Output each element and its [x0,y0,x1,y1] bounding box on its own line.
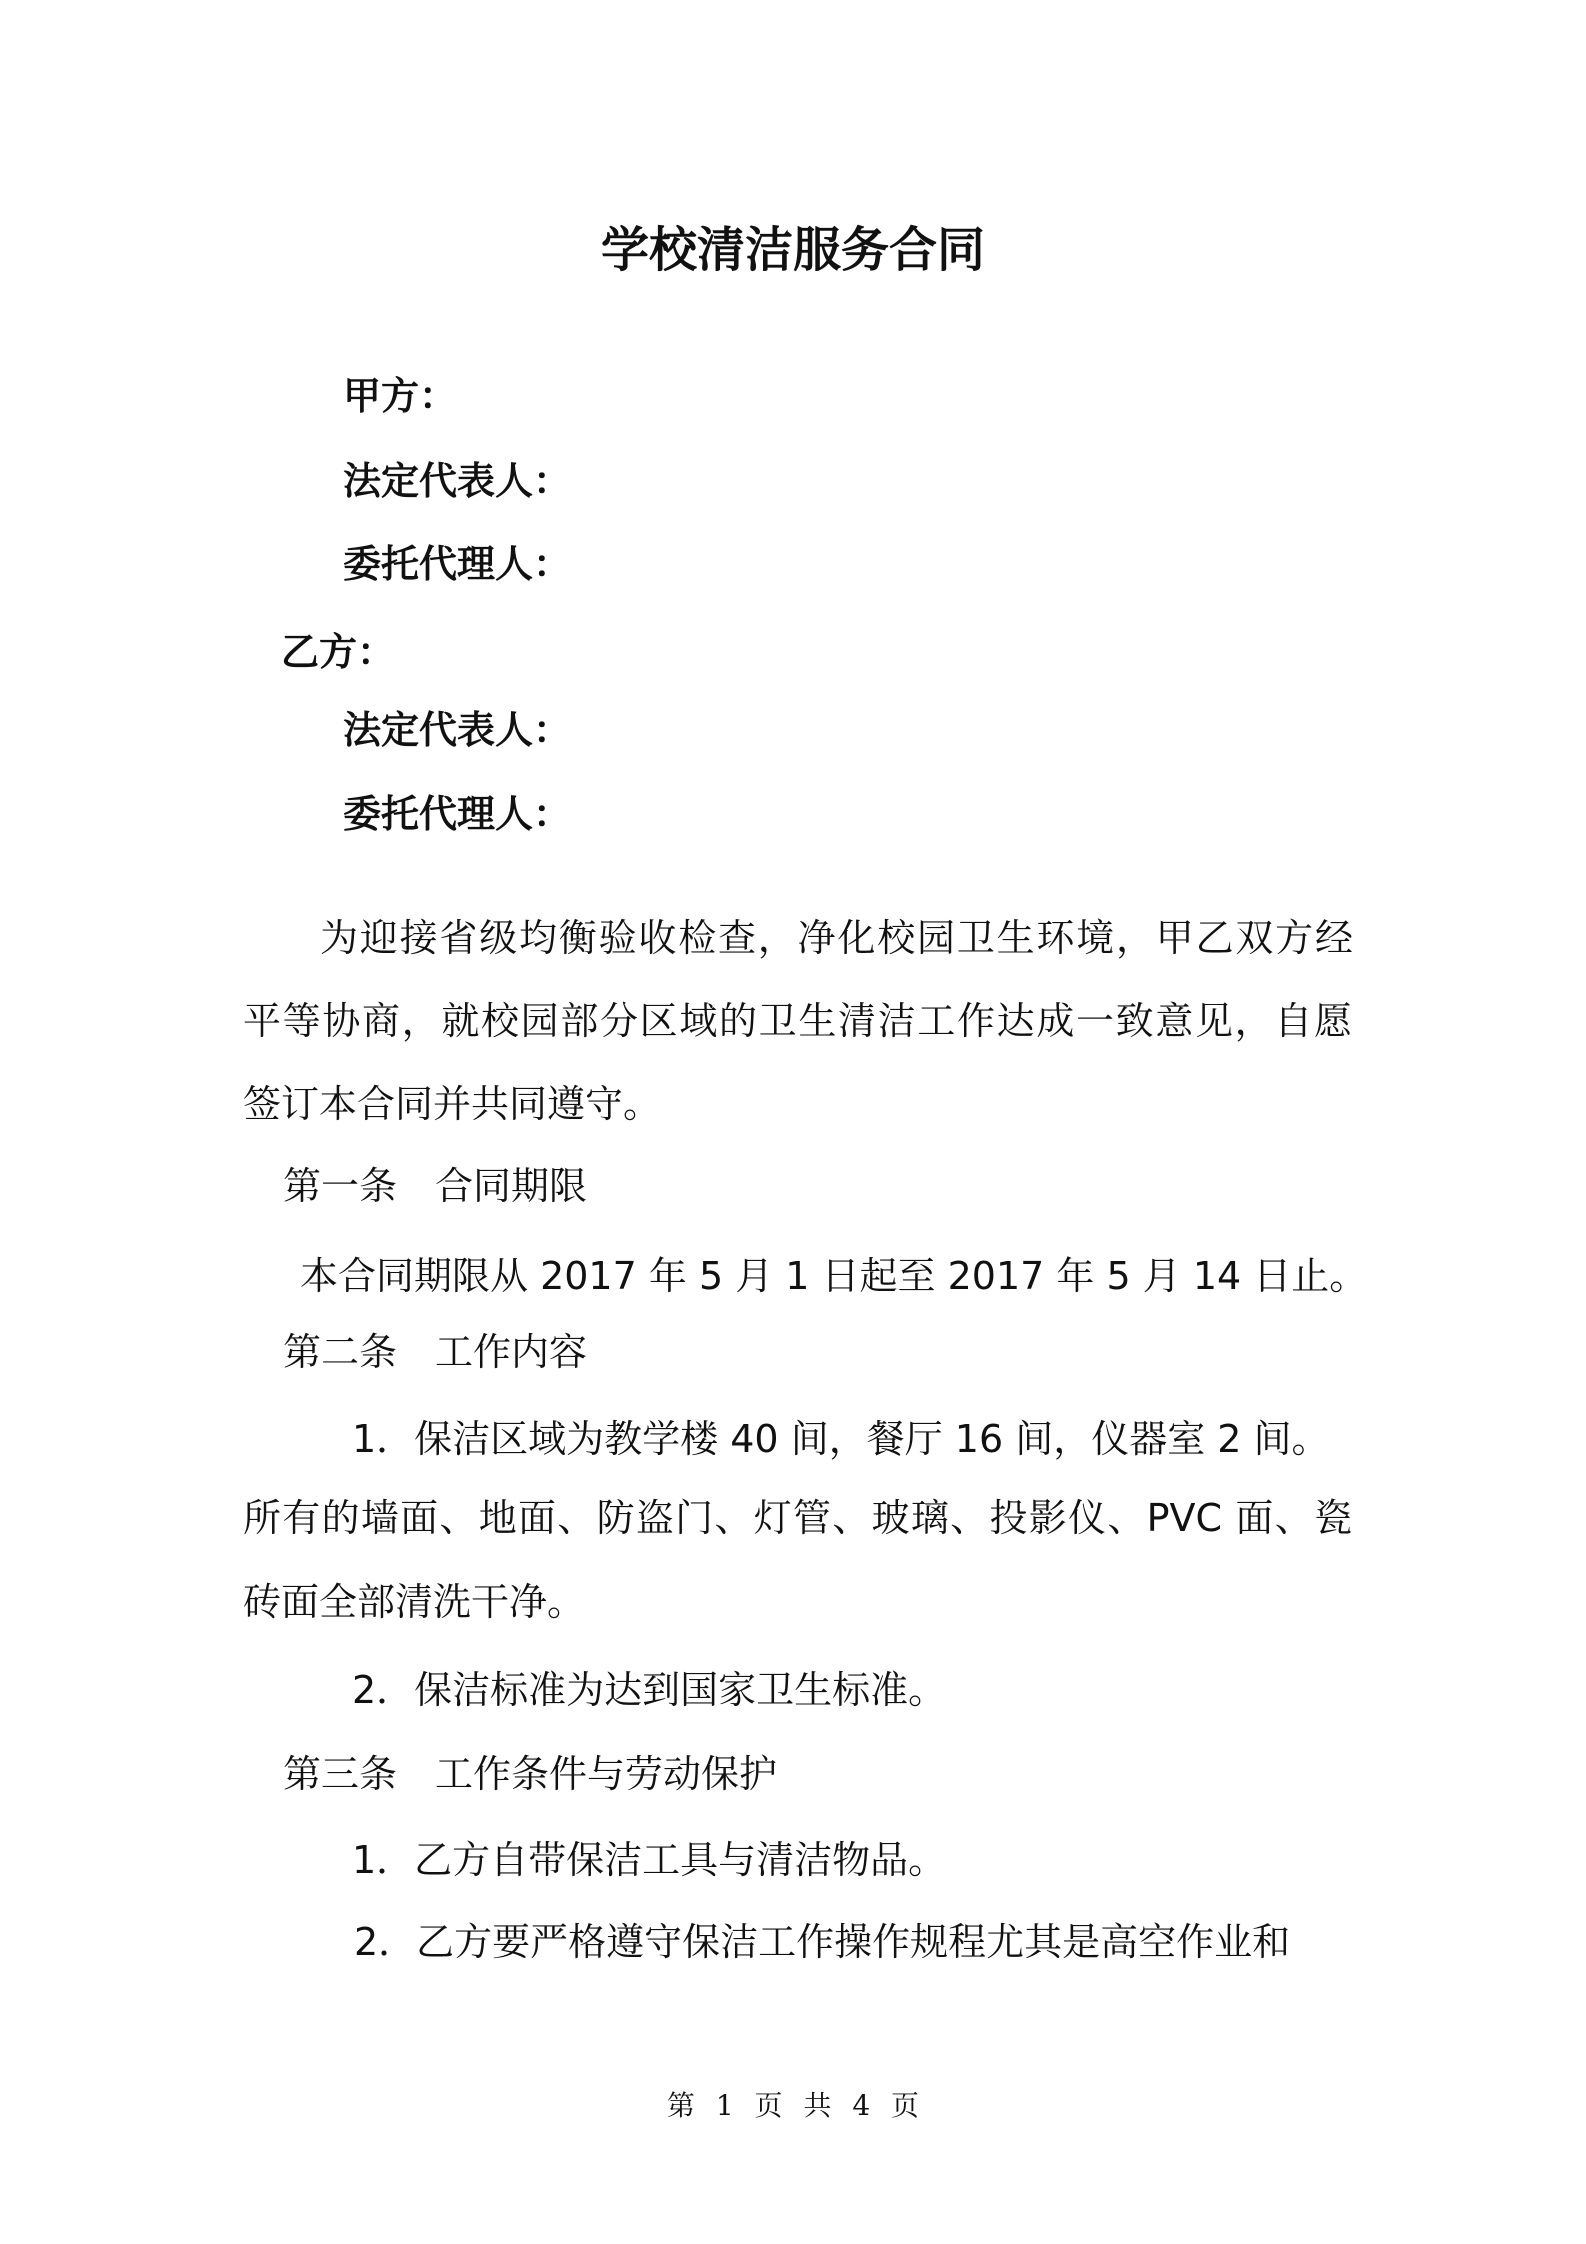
party-a-agent-label: 委托代理人： [343,542,572,586]
intro-line-2: 平等协商，就校园部分区域的卫生清洁工作达成一致意见，自愿 [243,999,1352,1043]
article-2-item-1-line-3: 砖面全部清洗干净。 [243,1580,586,1624]
article-3-item-2: 2．乙方要严格遵守保洁工作操作规程尤其是高空作业和 [354,1920,1291,1964]
party-b-legal-rep-label: 法定代表人： [343,708,572,752]
party-a-label: 甲方： [343,374,458,418]
article-2-item-2: 2．保洁标准为达到国家卫生标准。 [352,1668,947,1712]
intro-line-1: 为迎接省级均衡验收检查，净化校园卫生环境，甲乙双方经 [320,916,1353,960]
party-a-legal-rep-label: 法定代表人： [343,459,572,503]
article-1-body: 本合同期限从 2017 年 5 月 1 日起至 2017 年 5 月 14 日止。 [300,1254,1368,1298]
page-number-footer: 第 1 页 共 4 页 [666,2089,920,2122]
party-b-label: 乙方： [281,630,396,674]
article-2-item-1-line-1: 1．保洁区域为教学楼 40 间，餐厅 16 间，仪器室 2 间。 [352,1417,1330,1461]
article-2-heading: 第二条 工作内容 [283,1330,588,1374]
article-3-heading: 第三条 工作条件与劳动保护 [283,1752,778,1796]
article-2-item-1-line-2: 所有的墙面、地面、防盗门、灯管、玻璃、投影仪、PVC 面、瓷 [243,1496,1352,1540]
party-b-agent-label: 委托代理人： [343,792,572,836]
article-1-heading: 第一条 合同期限 [283,1164,588,1208]
intro-line-3: 签订本合同并共同遵守。 [243,1082,662,1126]
document-title: 学校清洁服务合同 [600,222,985,278]
article-3-item-1: 1．乙方自带保洁工具与清洁物品。 [352,1838,947,1882]
